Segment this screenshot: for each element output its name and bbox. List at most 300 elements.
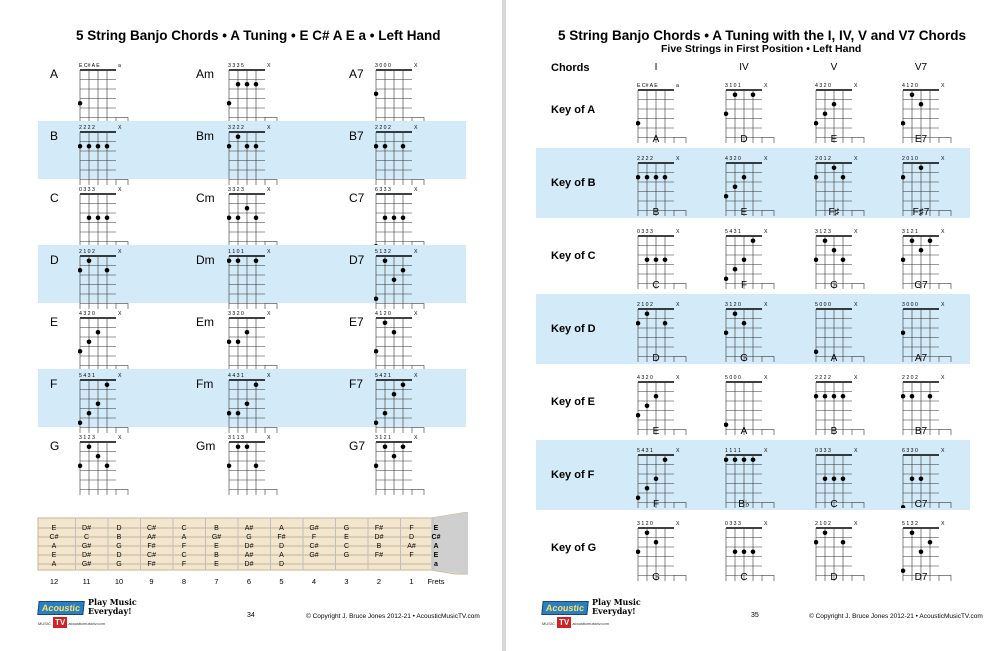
fifth-string-marker: X <box>764 229 768 235</box>
fifth-string-marker: X <box>764 83 768 89</box>
fret-note: A <box>279 552 284 559</box>
chords-column-label: Chords <box>551 62 590 74</box>
chord-name: A <box>652 134 660 145</box>
fifth-string-marker: X <box>414 435 418 441</box>
fifth-string-marker: X <box>764 302 768 308</box>
page-title: 5 String Banjo Chords • A Tuning with the I, IV, V and V7 Chords <box>558 28 966 43</box>
copyright: © Copyright J. Bruce Jones 2012-21 • AcousticMusicTV.com <box>306 613 480 620</box>
finger-dot <box>733 267 738 272</box>
fret-note: F# <box>277 534 286 541</box>
chord-name: Dm <box>196 253 215 267</box>
chord-fret-numbers: 5 0 0 0 <box>815 302 831 308</box>
fret-note: F# <box>374 525 384 532</box>
page-subtitle: Five Strings in First Position • Left Hand <box>661 43 862 55</box>
fifth-string-marker: X <box>764 156 768 162</box>
finger-dot <box>227 215 231 220</box>
finger-dot <box>733 92 738 97</box>
key-label: Key of E <box>551 396 596 408</box>
column-header: V <box>830 62 838 73</box>
chord-fret-numbers: 4 4 3 1 <box>228 373 244 379</box>
finger-dot <box>87 411 92 416</box>
finger-dot <box>751 238 756 243</box>
fret-number: 8 <box>181 577 187 586</box>
chord-fret-numbers: 2 1 0 2 <box>815 521 831 527</box>
finger-dot <box>733 549 738 554</box>
finger-dot <box>928 238 933 243</box>
key-label: Key of F <box>551 469 595 481</box>
finger-dot <box>841 476 846 481</box>
frets-label: Frets <box>427 577 445 586</box>
finger-dot <box>919 476 924 481</box>
finger-dot <box>919 248 924 253</box>
finger-dot <box>227 258 231 263</box>
finger-dot <box>254 382 259 387</box>
finger-dot <box>236 339 241 344</box>
finger-dot <box>832 102 837 107</box>
chord-fret-numbers: 5 4 3 1 <box>79 373 95 379</box>
fret-note: B <box>214 525 219 532</box>
fret-note: A# <box>407 543 416 550</box>
chord-fret-numbers: 3 1 1 3 <box>228 435 244 441</box>
fifth-string-marker: X <box>676 521 680 527</box>
chord-name: F7 <box>349 377 364 391</box>
finger-dot <box>236 411 241 416</box>
finger-dot <box>751 92 756 97</box>
finger-dot <box>392 330 397 335</box>
finger-dot <box>227 463 231 468</box>
finger-dot <box>919 165 924 170</box>
finger-dot <box>245 444 250 449</box>
logo-acoustic: Acoustic <box>37 601 84 615</box>
chord-name: G7 <box>914 280 928 291</box>
finger-dot <box>401 215 406 220</box>
fret-note: B <box>376 543 382 550</box>
fifth-string-marker: X <box>267 63 271 69</box>
finger-dot <box>910 92 915 97</box>
fret-number: 6 <box>246 577 252 586</box>
fifth-string-marker: X <box>676 156 680 162</box>
fret-note: D# <box>244 561 254 568</box>
finger-dot <box>636 175 640 180</box>
chord-name: Bm <box>196 129 214 143</box>
chord-name: C7 <box>349 191 365 205</box>
fifth-string-marker: X <box>267 249 271 255</box>
finger-dot <box>236 215 241 220</box>
finger-dot <box>105 144 110 149</box>
finger-dot <box>814 121 818 126</box>
finger-dot <box>654 476 659 481</box>
fifth-string-peg <box>412 490 424 496</box>
chord-fret-numbers: 4 3 2 0 <box>725 156 741 162</box>
chord-fret-numbers: 4 1 2 0 <box>375 311 391 317</box>
fretboard-diagram <box>36 512 468 587</box>
chord-name: E7 <box>914 134 928 145</box>
finger-dot <box>645 486 650 491</box>
finger-dot <box>383 320 388 325</box>
chord-name: A7 <box>914 353 928 364</box>
chord-diagram <box>227 123 283 185</box>
fret-note: F <box>181 543 187 550</box>
finger-dot <box>841 175 846 180</box>
fret-number: 2 <box>376 577 382 586</box>
chord-name: G <box>50 439 60 453</box>
chord-fret-numbers: 5 1 3 2 <box>902 521 918 527</box>
finger-dot <box>814 175 818 180</box>
chord-diagram <box>78 309 134 371</box>
key-label: Key of G <box>551 542 597 554</box>
key-label: Key of D <box>551 323 596 335</box>
finger-dot <box>374 463 378 468</box>
fret-note: E <box>214 561 219 568</box>
fret-note: C# <box>309 543 319 550</box>
chord-name: Em <box>196 315 214 329</box>
fret-note: C <box>181 552 187 559</box>
finger-dot <box>901 394 905 399</box>
finger-dot <box>78 101 82 106</box>
finger-dot <box>742 549 747 554</box>
fret-number: 5 <box>279 577 284 586</box>
chord-fret-numbers: 3 0 0 0 <box>902 302 918 308</box>
finger-dot <box>254 82 259 87</box>
finger-dot <box>663 257 668 262</box>
fifth-string-marker: X <box>854 521 858 527</box>
logo-url: MUSIC TV acousticmusictv.com <box>38 618 105 628</box>
finger-dot <box>724 330 728 335</box>
finger-dot <box>374 144 378 149</box>
fifth-string-marker: a <box>676 83 679 89</box>
chord-diagram <box>374 309 430 371</box>
chord-name: B♭ <box>738 499 750 510</box>
chord-name: G <box>830 280 838 291</box>
finger-dot <box>401 444 406 449</box>
chord-fret-numbers: 4 3 2 0 <box>79 311 95 317</box>
fret-note: G <box>343 525 350 532</box>
chord-diagram <box>374 185 430 247</box>
finger-dot <box>245 82 250 87</box>
chord-fret-numbers: 2 2 0 2 <box>375 125 391 131</box>
open-string-note: C# <box>431 534 441 541</box>
finger-dot <box>645 311 650 316</box>
finger-dot <box>823 530 828 535</box>
chord-fret-numbers: 3 0 0 0 <box>375 63 391 69</box>
finger-dot <box>96 401 101 406</box>
finger-dot <box>742 457 747 462</box>
fret-number: 7 <box>214 577 219 586</box>
chord-name: E7 <box>349 315 364 329</box>
chord-name: Am <box>196 67 214 81</box>
fifth-string-marker: X <box>941 229 945 235</box>
fifth-string-marker: X <box>414 187 418 193</box>
chord-fret-numbers: 3 1 2 1 <box>375 435 391 441</box>
finger-dot <box>636 321 640 326</box>
fret-note: E <box>51 552 57 559</box>
finger-dot <box>236 444 241 449</box>
chord-diagram <box>227 185 283 247</box>
finger-dot <box>742 257 747 262</box>
fifth-string-marker: X <box>414 63 418 69</box>
finger-dot <box>733 457 738 462</box>
finger-dot <box>654 540 659 545</box>
fifth-string-marker: X <box>854 375 858 381</box>
finger-dot <box>392 392 397 397</box>
chord-name: G <box>652 572 660 583</box>
chord-fret-numbers: 5 1 3 2 <box>375 249 391 255</box>
chord-name: E <box>740 207 748 218</box>
chord-name: B <box>652 207 660 218</box>
fifth-string-marker: X <box>941 521 945 527</box>
copyright: © Copyright J. Bruce Jones 2012-21 • AcousticMusicTV.com <box>809 613 983 620</box>
finger-dot <box>105 268 110 273</box>
finger-dot <box>78 349 82 354</box>
finger-dot <box>901 175 905 180</box>
finger-dot <box>374 349 378 354</box>
chord-diagram <box>227 371 283 433</box>
fret-note: C# <box>147 552 156 559</box>
chord-fret-numbers: E C# A E <box>79 63 100 69</box>
fret-note: A <box>181 534 187 541</box>
finger-dot <box>96 454 101 459</box>
finger-dot <box>724 111 728 116</box>
finger-dot <box>928 394 933 399</box>
finger-dot <box>401 382 406 387</box>
chord-name: D7 <box>914 572 928 583</box>
finger-dot <box>645 257 650 262</box>
finger-dot <box>254 144 259 149</box>
chord-name: E <box>830 134 838 145</box>
fret-note: A# <box>147 534 156 541</box>
fifth-string-marker: X <box>941 302 945 308</box>
chord-name: G7 <box>349 439 366 453</box>
chord-fret-numbers: 3 3 2 0 <box>228 311 244 317</box>
chord-fret-numbers: 3 3 2 3 <box>228 187 244 193</box>
finger-dot <box>636 549 640 554</box>
finger-dot <box>245 206 250 211</box>
chord-fret-numbers: 2 1 0 2 <box>79 249 95 255</box>
chord-diagram <box>374 433 430 495</box>
fifth-string-marker: X <box>267 125 271 131</box>
fifth-string-marker: X <box>414 373 418 379</box>
chord-diagram <box>374 247 430 309</box>
fret-number: 4 <box>311 577 317 586</box>
finger-dot <box>78 144 82 149</box>
chord-name: C <box>652 280 660 291</box>
logo-tagline: Play Music Everyday! <box>88 597 137 616</box>
fifth-string-marker: X <box>118 373 122 379</box>
finger-dot <box>654 257 659 262</box>
fret-note: C# <box>49 534 59 541</box>
chord-name: B7 <box>914 426 928 437</box>
finger-dot <box>645 403 650 408</box>
fret-number: 9 <box>149 577 154 586</box>
fret-note: G <box>116 543 122 550</box>
finger-dot <box>78 463 82 468</box>
chord-diagram <box>78 247 134 309</box>
chord-name: Fm <box>196 377 214 391</box>
finger-dot <box>383 215 388 220</box>
chord-fret-numbers: 3 1 0 1 <box>725 83 741 89</box>
finger-dot <box>236 134 241 139</box>
key-label: Key of C <box>551 250 596 262</box>
fifth-string-marker: X <box>854 229 858 235</box>
fifth-string-marker: X <box>118 125 122 131</box>
finger-dot <box>751 457 756 462</box>
fifth-string-marker: X <box>118 249 122 255</box>
finger-dot <box>841 540 846 545</box>
finger-dot <box>96 330 101 335</box>
chord-diagram <box>78 371 134 433</box>
fifth-string-marker: X <box>267 311 271 317</box>
fret-note: C# <box>147 525 156 532</box>
fret-note: D# <box>82 552 91 559</box>
finger-dot <box>254 463 259 468</box>
finger-dot <box>901 330 905 335</box>
open-string-note: E <box>433 525 439 532</box>
fifth-string-marker: X <box>941 448 945 454</box>
chord-name: A <box>830 353 838 364</box>
finger-dot <box>663 457 668 462</box>
fret-number: 10 <box>114 577 124 586</box>
fret-note: G <box>116 561 122 568</box>
fret-note: A <box>51 543 57 550</box>
fret-note: D# <box>82 525 91 532</box>
fifth-string-marker: X <box>941 83 945 89</box>
finger-dot <box>78 268 82 273</box>
finger-dot <box>910 530 915 535</box>
finger-dot <box>245 330 250 335</box>
finger-dot <box>928 540 933 545</box>
finger-dot <box>227 339 231 344</box>
finger-dot <box>227 411 231 416</box>
chord-fret-numbers: 4 3 2 0 <box>637 375 653 381</box>
finger-dot <box>823 394 828 399</box>
finger-dot <box>733 311 738 316</box>
fret-note: D <box>116 525 122 532</box>
right-page <box>506 0 1005 651</box>
fifth-string-marker: X <box>854 302 858 308</box>
fifth-string-peg <box>265 490 277 496</box>
chord-fret-numbers: 2 2 2 2 <box>79 125 95 131</box>
column-header: V7 <box>914 62 928 73</box>
finger-dot <box>841 257 846 262</box>
chord-fret-numbers: 1 1 1 1 <box>725 448 741 454</box>
fifth-string-marker: X <box>676 229 680 235</box>
fret-note: D <box>116 552 122 559</box>
fifth-string-marker: X <box>267 435 271 441</box>
fifth-string-marker: X <box>676 302 680 308</box>
fret-note: F <box>409 525 414 532</box>
fifth-string-marker: X <box>676 448 680 454</box>
finger-dot <box>87 258 92 263</box>
fifth-string-marker: X <box>854 83 858 89</box>
fret-note: A <box>279 525 284 532</box>
chord-name: F <box>50 377 58 391</box>
fret-note: E <box>344 534 349 541</box>
column-header: IV <box>739 62 749 73</box>
chord-name: E <box>652 426 660 437</box>
fifth-string-peg <box>116 490 128 496</box>
fifth-string-marker: X <box>764 521 768 527</box>
finger-dot <box>832 394 837 399</box>
chord-name: D <box>652 353 660 364</box>
finger-dot <box>636 413 640 418</box>
chord-fret-numbers: 3 3 3 5 <box>228 63 244 69</box>
chord-fret-numbers: 5 0 0 0 <box>725 375 741 381</box>
key-label: Key of A <box>551 104 596 116</box>
chord-fret-numbers: E C# A E <box>637 83 658 89</box>
finger-dot <box>663 321 668 326</box>
finger-dot <box>901 257 905 262</box>
finger-dot <box>910 238 915 243</box>
fret-note: B <box>214 552 219 559</box>
chord-fret-numbers: 0 3 3 3 <box>79 187 95 193</box>
fret-note: E <box>51 525 57 532</box>
fret-note: B <box>116 534 122 541</box>
fret-note: C <box>181 525 187 532</box>
fret-note: F <box>409 552 414 559</box>
finger-dot <box>832 165 837 170</box>
finger-dot <box>245 144 250 149</box>
fret-note: D# <box>244 543 254 550</box>
chord-fret-numbers: 3 2 2 2 <box>228 125 244 131</box>
chord-fret-numbers: 2 2 2 2 <box>815 375 831 381</box>
finger-dot <box>87 444 92 449</box>
finger-dot <box>245 401 250 406</box>
chord-fret-numbers: 2 0 1 2 <box>815 156 831 162</box>
fifth-string-marker: X <box>267 187 271 193</box>
finger-dot <box>383 144 388 149</box>
chord-fret-numbers: 3 1 2 0 <box>637 521 653 527</box>
chord-name: C7 <box>914 499 928 510</box>
finger-dot <box>636 121 640 126</box>
fret-note: A <box>51 561 57 568</box>
chord-name: F♯ <box>828 207 840 218</box>
fret-number: 12 <box>49 577 59 586</box>
chord-fret-numbers: 2 2 2 2 <box>637 156 653 162</box>
finger-dot <box>236 258 241 263</box>
chord-name: F <box>652 499 660 510</box>
chord-diagram <box>227 433 283 495</box>
finger-dot <box>236 82 241 87</box>
fifth-string-marker: X <box>764 448 768 454</box>
chord-fret-numbers: 4 1 2 0 <box>902 83 918 89</box>
fifth-string-marker: X <box>414 249 418 255</box>
chord-name: G <box>740 353 748 364</box>
fret-note: F# <box>147 561 156 568</box>
fifth-string-marker: X <box>267 373 271 379</box>
fifth-string-marker: X <box>414 311 418 317</box>
chord-fret-numbers: 3 1 2 0 <box>725 302 741 308</box>
logo <box>38 598 137 628</box>
chord-name: C <box>50 191 59 205</box>
chord-fret-numbers: 1 1 0 1 <box>228 249 244 255</box>
fret-note: G# <box>309 525 319 532</box>
chord-name: Cm <box>196 191 215 205</box>
chord-name: E <box>50 315 59 329</box>
finger-dot <box>401 144 406 149</box>
chord-name: F♯7 <box>912 207 930 218</box>
chord-diagram <box>78 61 134 123</box>
page-title: 5 String Banjo Chords • A Tuning • E C# A E a • Left Hand <box>76 28 441 43</box>
finger-dot <box>901 121 905 126</box>
finger-dot <box>832 248 837 253</box>
finger-dot <box>645 530 650 535</box>
chord-name: B <box>830 426 838 437</box>
chord-diagram <box>227 247 283 309</box>
page-number: 35 <box>751 612 759 619</box>
fret-note: G# <box>81 561 92 568</box>
open-string-note: a <box>434 561 438 568</box>
finger-dot <box>910 394 915 399</box>
